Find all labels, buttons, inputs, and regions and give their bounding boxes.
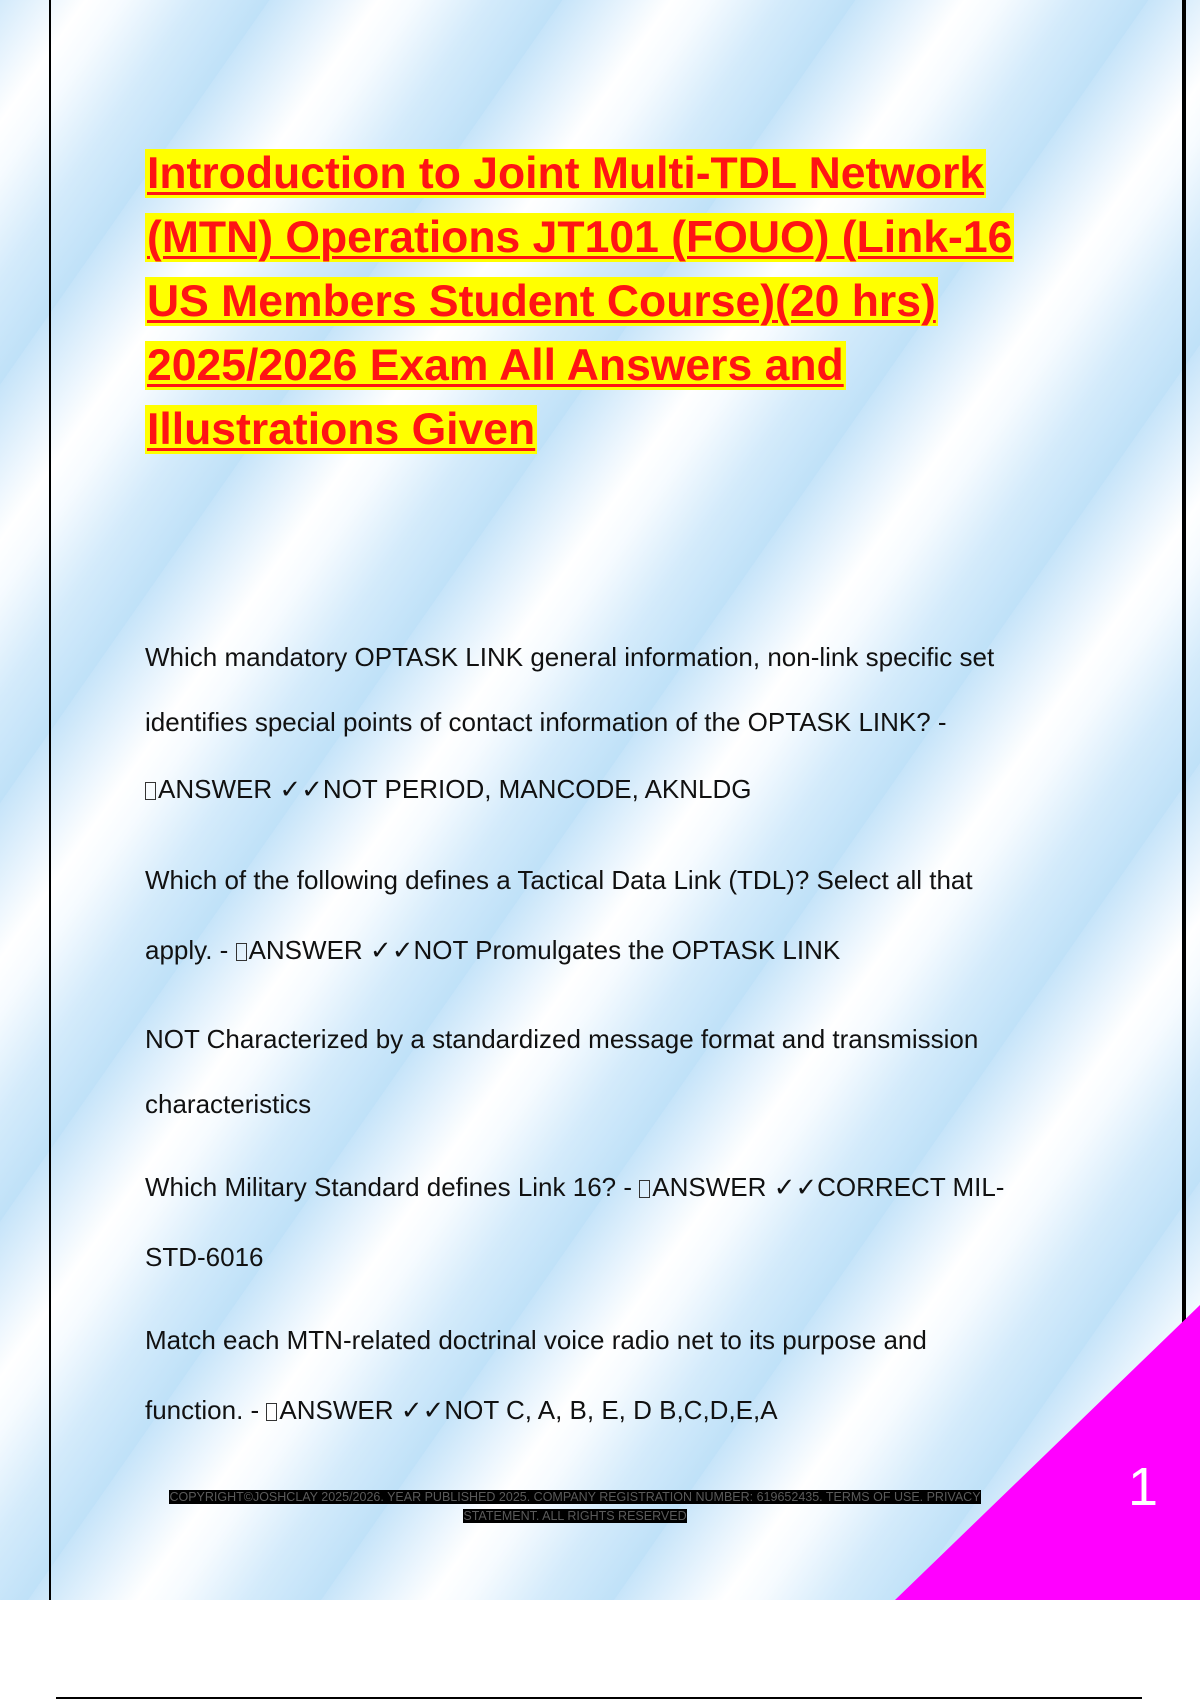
- next-page-top-rule: [56, 1697, 1142, 1699]
- magenta-corner-shape: [895, 1305, 1200, 1600]
- answer-2-prefix: apply. -: [145, 935, 236, 965]
- answer-4-prefix: function. -: [145, 1395, 267, 1425]
- question-4-line-1: Match each MTN-related doctrinal voice radio net to its purpose and: [145, 1325, 927, 1355]
- answer-2-extra-line-1: NOT Characterized by a standardized message format and transmission: [145, 1024, 979, 1054]
- copyright-notice: [150, 1488, 1000, 1526]
- page-number: 1: [1128, 1457, 1159, 1517]
- question-3-prefix: Which Military Standard defines Link 16? -: [145, 1172, 640, 1202]
- answer-3-continuation: STD-6016: [145, 1242, 264, 1272]
- answer-2-text: ANSWER ✓✓NOT Promulgates the OPTASK LINK: [248, 935, 841, 965]
- question-2-line-1: Which of the following defines a Tactical Data Link (TDL)? Select all that: [145, 865, 973, 895]
- title-line-3-text: US Members Student Course)(20 hrs): [147, 277, 936, 326]
- copyright-line-2: STATEMENT. ALL RIGHTS RESERVED: [463, 1509, 687, 1523]
- title-line-5-text: Illustrations Given: [147, 405, 536, 454]
- title-line-2-text: (MTN) Operations JT101 (FOUO) (Link-16: [147, 213, 1013, 262]
- answer-1-text: ANSWER ✓✓NOT PERIOD, MANCODE, AKNLDG: [158, 774, 752, 804]
- answer-3-text: ANSWER ✓✓CORRECT MIL-: [652, 1172, 1005, 1202]
- copyright-line-1: COPYRIGHT©JOSHCLAY 2025/2026. YEAR PUBLISHED 2025. COMPANY REGISTRATION NUMBER: 619652435. TERMS OF USE. PRIVACY: [169, 1490, 981, 1504]
- title-line-1-text: Introduction to Joint Multi-TDL Network: [147, 149, 985, 198]
- title-line-4-text: 2025/2026 Exam All Answers and: [147, 341, 844, 390]
- answer-4-text: ANSWER ✓✓NOT C, A, B, E, D B,C,D,E,A: [279, 1395, 778, 1425]
- answer-2-extra-line-2: characteristics: [145, 1089, 312, 1119]
- question-1-line-1: Which mandatory OPTASK LINK general information, non-link specific set: [145, 642, 995, 672]
- question-1-line-2: identifies special points of contact information of the OPTASK LINK? -: [145, 707, 947, 737]
